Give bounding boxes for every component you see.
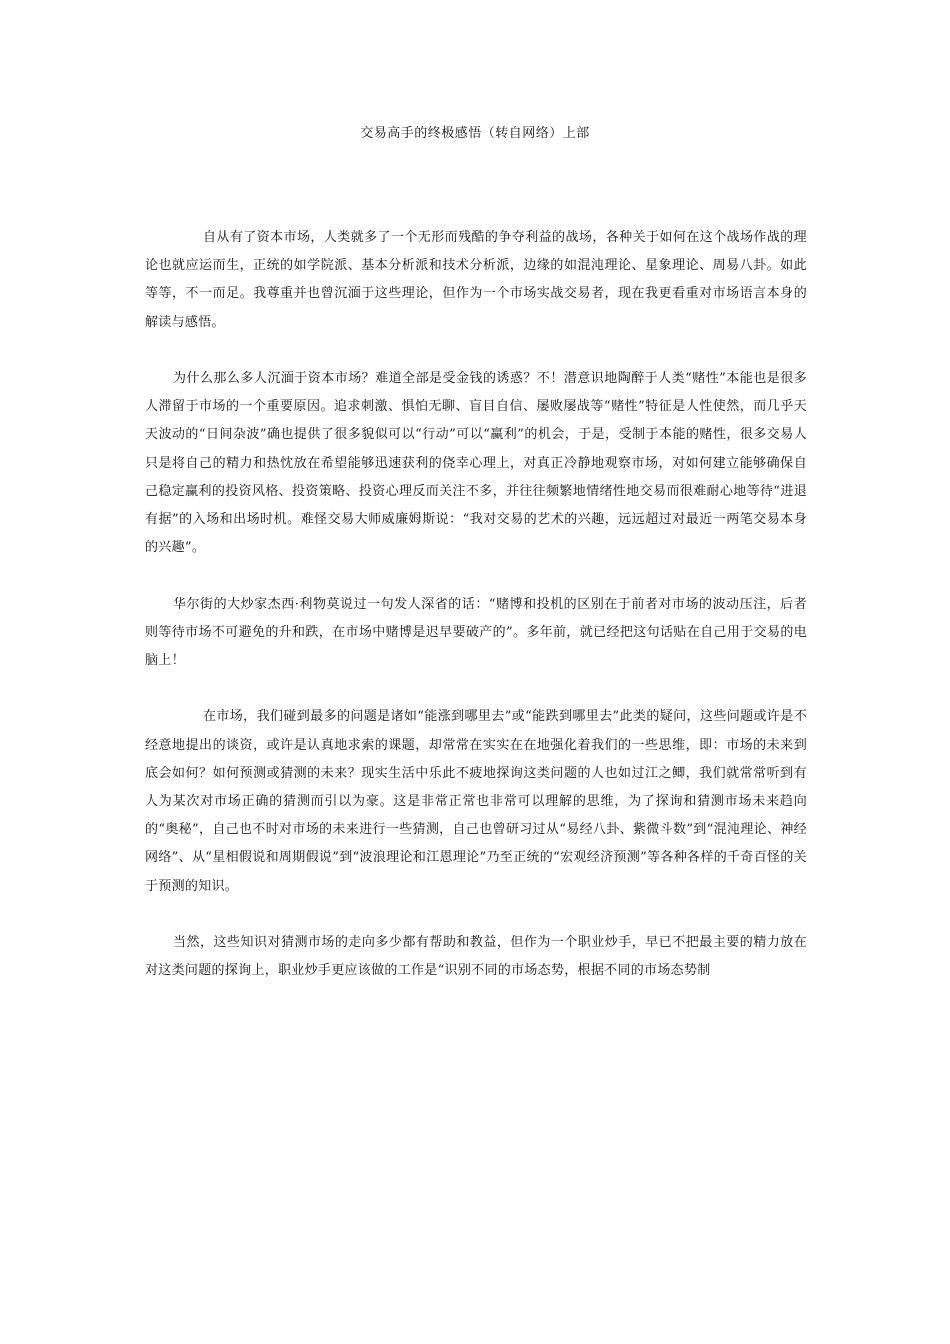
paragraph-2: 为什么那么多人沉湎于资本市场？难道全部是受金钱的诱惑？不！潜意识地陶醉于人类“赌性”本能也是很多人滞留于市场的一个重要原因。追求刺激、惧怕无聊、盲目自信、屡败屡战等“赌性”特征是人性使然，而几乎天天波动的“日间杂波”确也提供了很多貌似可以“行动”可以“赢利”的机会，于是，受制于本能的赌性，很多交易人只是将自己的精力和热忱放在希望能够迅速获利的侥幸心理上，对真正冷静地观察市场，对如何建立能够确保自己稳定赢利的投资风格、投资策略、投资心理反而关注不多，并往往频繁地情绪性地交易而很难耐心地等待“进退有据”的入场和出场时机。难怪交易大师威廉姆斯说：“我对交易的艺术的兴趣，远远超过对最近一两笔交易本身的兴趣”。 [145,371,807,556]
paragraph-5: 当然，这些知识对猜测市场的走向多少都有帮助和教益，但作为一个职业炒手，早已不把最主要的精力放在对这类问题的探询上，职业炒手更应该做的工作是“识别不同的市场态势，根据不同的市场态势制 [145,935,807,979]
paragraph-4: 在市场，我们碰到最多的问题是诸如“能涨到哪里去”或“能跌到哪里去”此类的疑问，这些问题或许是不经意地提出的谈资，或许是认真地求索的课题，却常常在实实在在地强化着我们的一些思维，即：市场的未来到底会如何？如何预测或猜测的未来？现实生活中乐此不疲地探询这类问题的人也如过江之鲫，我们就常常听到有人为某次对市场正确的猜测而引以为豪。这是非常正常也非常可以理解的思维，为了探询和猜测市场未来趋向的“奥秘”，自己也不时对市场的未来进行一些猜测，自己也曾研习过从“易经八卦、紫微斗数”到“混沌理论、神经网络”、从“星相假说和周期假说”到“波浪理论和江恩理论”乃至正统的“宏观经济预测”等各种各样的千奇百怪的关于预测的知识。 [145,709,807,894]
paragraph-3: 华尔街的大炒家杰西·利物莫说过一句发人深省的话：“赌博和投机的区别在于前者对市场的波动压注，后者则等待市场不可避免的升和跌，在市场中赌博是迟早要破产的”。多年前，就已经把这句话贴在自己用于交易的电脑上！ [145,596,807,669]
document-title: 交易高手的终极感悟（转自网络）上部 [360,126,590,141]
document-body [145,224,807,985]
paragraph-1: 自从有了资本市场，人类就多了一个无形而残酷的争夺利益的战场，各种关于如何在这个战场作战的理论也就应运而生，正统的如学院派、基本分析派和技术分析派，边缘的如混沌理论、星象理论、周易八卦。如此等等，不一而足。我尊重并也曾沉湎于这些理论，但作为一个市场实战交易者，现在我更看重对市场语言本身的解读与感悟。 [145,230,807,330]
